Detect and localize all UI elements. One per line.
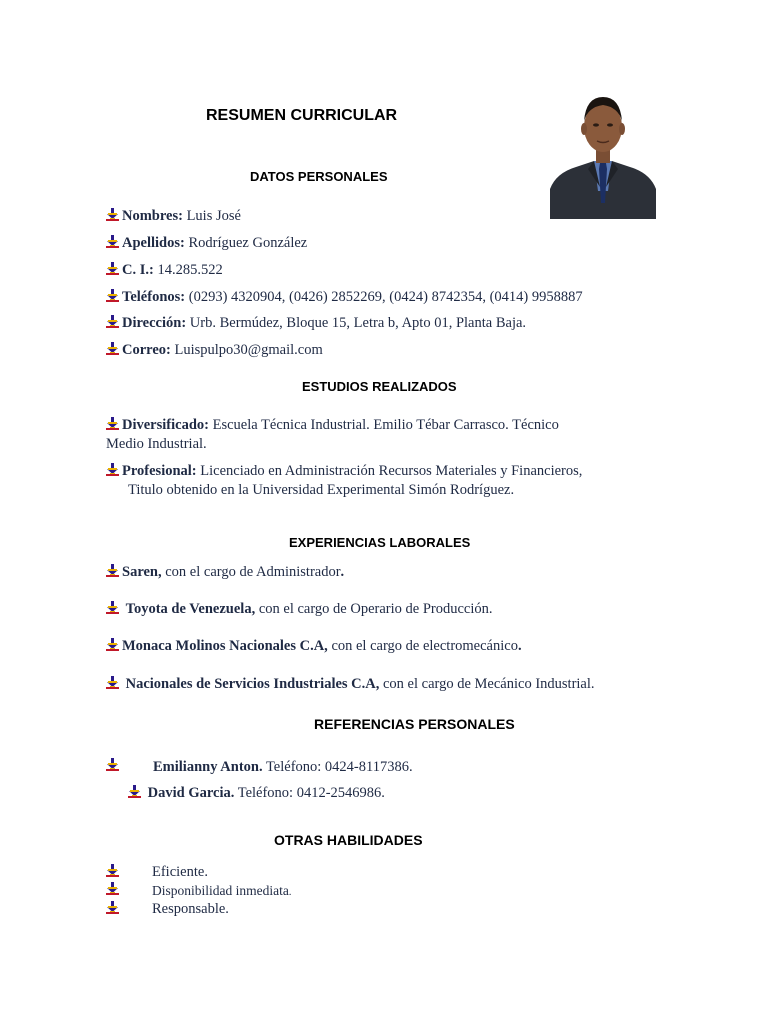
list-item <box>106 900 122 919</box>
list-item: Saren, con el cargo de Administrador. <box>106 563 344 582</box>
arrow-bullet-icon <box>106 901 119 914</box>
list-item: David Garcia. Teléfono: 0412-2546986. <box>128 784 385 803</box>
list-item-continuation: Titulo obtenido en la Universidad Experimental Simón Rodríguez. <box>128 482 515 498</box>
page-title: RESUMEN CURRICULAR <box>206 107 398 124</box>
arrow-bullet-icon <box>106 882 119 895</box>
arrow-bullet-icon <box>106 638 119 651</box>
arrow-bullet-icon <box>106 289 119 302</box>
section-heading-experience: EXPERIENCIAS LABORALES <box>289 535 471 550</box>
list-item: Diversificado: Escuela Técnica Industrial. Emilio Tébar Carrasco. Técnico <box>106 416 559 435</box>
profile-photo <box>550 91 656 219</box>
list-item <box>106 863 122 882</box>
arrow-bullet-icon <box>106 463 119 476</box>
arrow-bullet-icon <box>106 864 119 877</box>
arrow-bullet-icon <box>106 235 119 248</box>
list-item-continuation: Medio Industrial. <box>106 436 207 452</box>
arrow-bullet-icon <box>128 785 141 798</box>
arrow-bullet-icon <box>106 262 119 275</box>
list-item: Profesional: Licenciado en Administración Recursos Materiales y Financieros, <box>106 462 582 481</box>
section-heading-references: REFERENCIAS PERSONALES <box>314 716 515 732</box>
arrow-bullet-icon <box>106 676 119 689</box>
section-heading-skills: OTRAS HABILIDADES <box>274 832 423 848</box>
list-item: Nombres: Luis José <box>106 207 241 226</box>
arrow-bullet-icon <box>106 208 119 221</box>
arrow-bullet-icon <box>106 315 119 328</box>
arrow-bullet-icon <box>106 758 119 771</box>
list-item: Teléfonos: (0293) 4320904, (0426) 2852269, (0424) 8742354, (0414) 9958887 <box>106 288 583 307</box>
list-item <box>106 881 122 900</box>
list-item: Emilianny Anton. Teléfono: 0424-8117386. <box>153 759 413 775</box>
list-item: Monaca Molinos Nacionales C.A, con el cargo de electromecánico. <box>106 637 522 656</box>
arrow-bullet-icon <box>106 601 119 614</box>
skill-item: Eficiente. <box>152 864 208 880</box>
section-heading-studies: ESTUDIOS REALIZADOS <box>302 379 457 394</box>
list-item: Apellidos: Rodríguez González <box>106 234 307 253</box>
arrow-bullet-icon <box>106 342 119 355</box>
arrow-bullet-icon <box>106 417 119 430</box>
list-item <box>106 757 122 776</box>
skill-item: Responsable. <box>152 901 229 917</box>
list-item: Toyota de Venezuela, con el cargo de Operario de Producción. <box>106 600 493 619</box>
list-item: Correo: Luispulpo30@gmail.com <box>106 341 323 360</box>
skill-item: Disponibilidad inmediata. <box>152 883 292 898</box>
list-item: C. I.: 14.285.522 <box>106 261 223 280</box>
section-heading-personal: DATOS PERSONALES <box>250 169 388 184</box>
arrow-bullet-icon <box>106 564 119 577</box>
list-item: Dirección: Urb. Bermúdez, Bloque 15, Letra b, Apto 01, Planta Baja. <box>106 314 526 333</box>
list-item: Nacionales de Servicios Industriales C.A, con el cargo de Mecánico Industrial. <box>106 675 595 694</box>
